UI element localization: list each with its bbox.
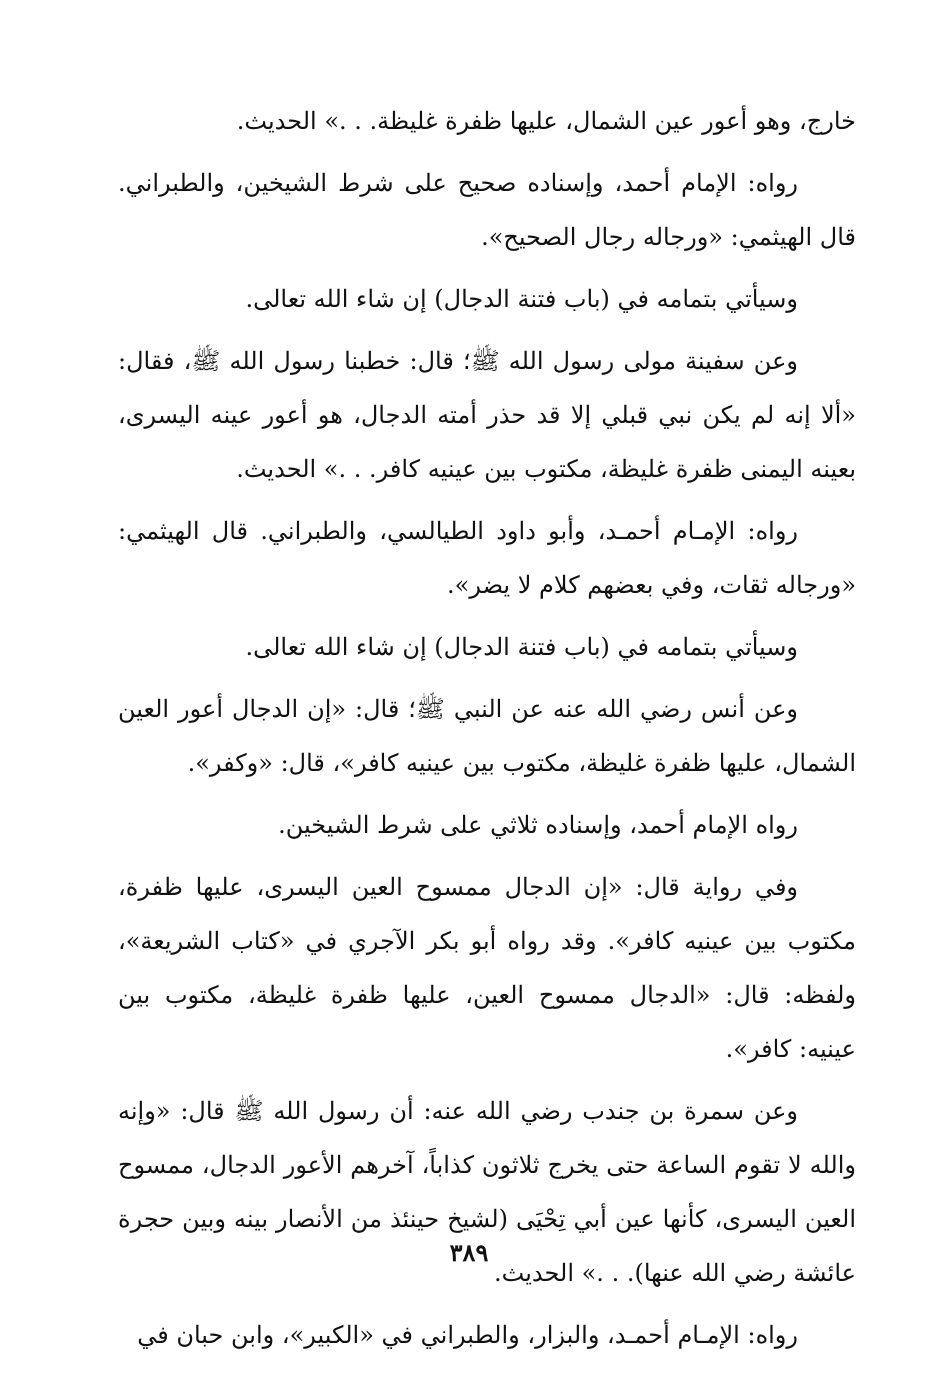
paragraph: وسيأتي بتمامه في (باب فتنة الدجال) إن شاء الله تعالى.	[245, 285, 798, 313]
page-number: ٣٨٩	[449, 1238, 489, 1267]
paragraph: وعن سفينة مولى رسول الله ﷺ؛ قال: خطبنا رسول الله ﷺ، فقال: «ألا إنه لم يكن نبي قبلي إلا قد حذر أمته الدجال، هو أعور عينه اليسرى، بعينه اليمنى ظفرة غليظة، مكتوب بين عينيه كافر. . .» الحديث.	[118, 347, 856, 483]
paragraph: رواه: الإمـام أحمـد، والبزار، والطبراني في «الكبير»، وابن حبان في	[137, 1321, 798, 1349]
paragraph: رواه: الإمام أحمد، وإسناده صحيح على شرط الشيخين، والطبراني. قال الهيثمي: «ورجاله رجال الصحيح».	[118, 169, 856, 251]
paragraph: وعن سمرة بن جندب رضي الله عنه: أن رسول الله ﷺ قال: «وإنه والله لا تقوم الساعة حتى يخرج ثلاثون كذاباً، آخرهم الأعور الدجال، ممسوح العين اليسرى، كأنها عين أبي تِحْيَى (لشيخ حينئذ من الأنصار بينه وبين حجرة عائشة رضي الله عنها). . .» الحديث.	[118, 1097, 856, 1287]
paragraph: رواه الإمام أحمد، وإسناده ثلاثي على شرط الشيخين.	[278, 811, 798, 839]
paragraph: وفي رواية قال: «إن الدجال ممسوح العين اليسرى، عليها ظفرة، مكتوب بين عينيه كافر». وقد رواه أبو بكر الآجري في «كتاب الشريعة»، ولفظه: قال: «الدجال ممسوح العين، عليها ظفرة غليظة، مكتوب بين عينيه: كافر».	[118, 873, 856, 1063]
paragraph: وسيأتي بتمامه في (باب فتنة الدجال) إن شاء الله تعالى.	[245, 633, 798, 661]
paragraph: وعن أنس رضي الله عنه عن النبي ﷺ؛ قال: «إن الدجال أعور العين الشمال، عليها ظفرة غليظة، مكتوب بين عينيه كافر»، قال: «وكفر».	[118, 695, 856, 777]
paragraph: خارج، وهو أعور عين الشمال، عليها ظفرة غليظة. . .» الحديث.	[236, 107, 856, 135]
paragraph: رواه: الإمـام أحمـد، وأبو داود الطيالسي، والطبراني. قال الهيثمي: «ورجاله ثقات، وفي بعضهم كلام لا يضر».	[118, 517, 856, 599]
page-body	[118, 94, 856, 1362]
